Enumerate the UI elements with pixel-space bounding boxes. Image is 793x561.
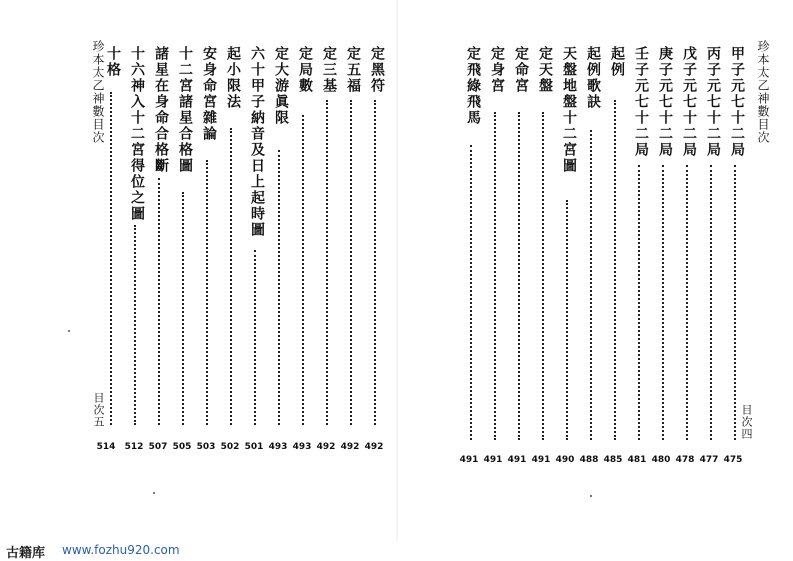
- right-entry-page: 475: [723, 455, 743, 465]
- leader-dots: [326, 100, 331, 425]
- leader-dots: [494, 112, 499, 440]
- left-entry-page: 493: [292, 442, 312, 452]
- leader-dots: [662, 165, 667, 440]
- left-entry-page: 493: [268, 442, 288, 452]
- right-entry-title: 定飛綠飛馬: [465, 46, 481, 126]
- right-entry-page: 485: [603, 455, 623, 465]
- leader-dots: [710, 165, 715, 440]
- left-entry-title: 定大游眞限: [273, 46, 289, 126]
- left-entry-page: 492: [316, 442, 336, 452]
- leader-dots: [302, 115, 307, 425]
- leader-dots: [542, 112, 547, 440]
- right-entry-page: 478: [675, 455, 695, 465]
- leader-dots: [110, 92, 115, 425]
- leader-dots: [470, 145, 475, 440]
- leader-dots: [278, 150, 283, 425]
- left-entry-page: 492: [364, 442, 384, 452]
- right-entry-page: 491: [531, 455, 551, 465]
- left-entry-page: 507: [148, 442, 168, 452]
- watermark-url-link[interactable]: www.fozhu920.com: [62, 543, 180, 557]
- left-entry-title: 起小限法: [225, 46, 241, 110]
- leader-dots: [686, 165, 691, 440]
- left-entry-page: 503: [196, 442, 216, 452]
- left-entry-page: 502: [220, 442, 240, 452]
- leader-dots: [158, 178, 163, 425]
- left-entry-page: 492: [340, 442, 360, 452]
- right-entry-title: 起例: [609, 46, 625, 78]
- watermark-brand: 古籍库: [6, 546, 46, 561]
- right-folio: 目次四: [740, 404, 753, 440]
- right-entry-page: 477: [699, 455, 719, 465]
- right-entry-page: 491: [483, 455, 503, 465]
- right-entry-title: 定命宮: [513, 46, 529, 94]
- left-header-title: 珍本太乙神數目次: [91, 40, 105, 144]
- left-entry-title: 定黑符: [369, 46, 385, 94]
- left-entry-title: 安身命宮雜論: [201, 46, 217, 142]
- left-entry-title: 六十甲子納音及日上起時圖: [249, 46, 265, 238]
- leader-dots: [350, 100, 355, 425]
- right-entry-page: 480: [651, 455, 671, 465]
- right-entry-title: 甲子元七十二局: [729, 46, 745, 158]
- ink-speck: [153, 492, 155, 494]
- right-entry-title: 庚子元七十二局: [657, 46, 673, 158]
- leader-dots: [734, 165, 739, 440]
- left-folio: 目次五: [92, 392, 105, 428]
- leader-dots: [134, 225, 139, 425]
- leader-dots: [590, 130, 595, 440]
- right-header-title: 珍本太乙神數目次: [756, 40, 770, 144]
- right-entry-page: 491: [507, 455, 527, 465]
- right-entry-page: 490: [555, 455, 575, 465]
- right-entry-title: 丙子元七十二局: [705, 46, 721, 158]
- left-entry-page: 512: [124, 442, 144, 452]
- left-entry-page: 505: [172, 442, 192, 452]
- leader-dots: [638, 165, 643, 440]
- right-page: [400, 0, 793, 559]
- right-entry-title: 天盤地盤十二宮圖: [561, 46, 577, 174]
- right-entry-title: 戊子元七十二局: [681, 46, 697, 158]
- leader-dots: [518, 112, 523, 440]
- leader-dots: [230, 128, 235, 425]
- left-entry-title: 定五福: [345, 46, 361, 94]
- right-entry-title: 定身宮: [489, 46, 505, 94]
- right-entry-title: 起例歌訣: [585, 46, 601, 110]
- ink-speck: [590, 495, 592, 497]
- left-entry-title: 十六神入十二宮得位之圖: [129, 46, 145, 222]
- leader-dots: [206, 160, 211, 425]
- left-entry-title: 十二宮諸星合格圖: [177, 46, 193, 174]
- leader-dots: [374, 100, 379, 425]
- left-entry-title: 諸星在身命合格斷: [153, 46, 169, 174]
- left-entry-page: 501: [244, 442, 264, 452]
- right-entry-page: 491: [459, 455, 479, 465]
- leader-dots: [254, 250, 259, 425]
- leader-dots: [566, 200, 571, 440]
- left-entry-title: 定三基: [321, 46, 337, 94]
- watermark-bar: [0, 541, 793, 559]
- leader-dots: [182, 192, 187, 425]
- ink-speck: [68, 330, 70, 332]
- right-entry-title: 定天盤: [537, 46, 553, 94]
- left-entry-title: 定局數: [297, 46, 313, 94]
- left-entry-page: 514: [96, 442, 116, 452]
- leader-dots: [614, 100, 619, 440]
- page-fold: [396, 0, 398, 559]
- right-entry-page: 481: [627, 455, 647, 465]
- left-entry-title: 十格: [105, 46, 121, 78]
- right-entry-title: 壬子元七十二局: [633, 46, 649, 158]
- left-page: [0, 0, 396, 559]
- right-entry-page: 488: [579, 455, 599, 465]
